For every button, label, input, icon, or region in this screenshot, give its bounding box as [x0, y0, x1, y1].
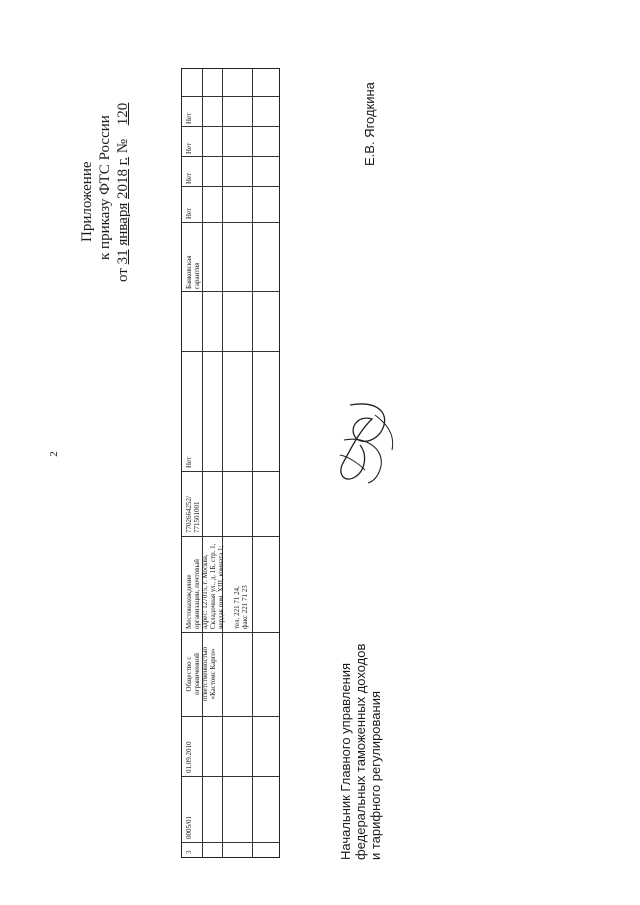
cell-flag-3: Нет	[185, 142, 193, 154]
table-row-divider	[222, 69, 223, 857]
registry-table	[181, 68, 280, 858]
signer-name: Е.В. Ягодкина	[362, 82, 377, 166]
appendix-day: 31	[115, 249, 131, 265]
cell-inn-kpp: 7702664252/ 771501001	[185, 496, 201, 533]
table-col-line	[182, 96, 279, 97]
table-col-line	[182, 291, 279, 292]
signer-title: Начальник Главного управления федеральных таможенных доходов и тарифного регулирования	[338, 643, 383, 860]
appendix-year: 2018	[115, 169, 131, 200]
table-col-line	[182, 632, 279, 633]
appendix-order-ref: к приказу ФТС России	[97, 115, 113, 260]
appendix-number: 120	[115, 102, 131, 126]
cell-flag-2: Нет	[185, 172, 193, 184]
cell-guarantee: Банковская гарантия	[185, 255, 201, 289]
page-number: 2	[48, 451, 60, 457]
table-col-line	[182, 471, 279, 472]
appendix-date-line: от 31 января 2018 г. № 120	[114, 42, 132, 282]
table-col-line	[182, 222, 279, 223]
table-col-line	[182, 156, 279, 157]
table-col-line	[182, 126, 279, 127]
table-row-divider	[252, 69, 253, 857]
cell-flag-1: Нет	[185, 207, 193, 219]
table-row-divider	[202, 69, 203, 857]
cell-address: Местонахождение организации, почтовый адрес: 127015, г. Москва, Складочная ул., д. 1Б, стр. 1, чердак пом. XIII, комната 1; тел. 221 71 24, факс 221 71 23	[185, 543, 249, 629]
cell-flag-4: Нет	[185, 112, 193, 124]
cell-row-number: 3	[185, 850, 193, 854]
cell-registry-number: 0005/01	[185, 816, 193, 839]
cell-organization: Общество с ограниченной ответственностью «Кастомс Карго»	[185, 646, 217, 702]
table-col-line	[182, 351, 279, 352]
table-col-line	[182, 776, 279, 777]
appendix-month: января	[115, 202, 131, 246]
table-col-line	[182, 842, 279, 843]
table-col-line	[182, 536, 279, 537]
cell-net: Нет	[185, 456, 193, 468]
appendix-header	[78, 42, 132, 282]
handwritten-signature	[320, 395, 400, 490]
table-col-line	[182, 186, 279, 187]
cell-date: 01.09.2010	[185, 741, 193, 773]
appendix-title: Приложение	[79, 161, 95, 242]
table-col-line	[182, 716, 279, 717]
